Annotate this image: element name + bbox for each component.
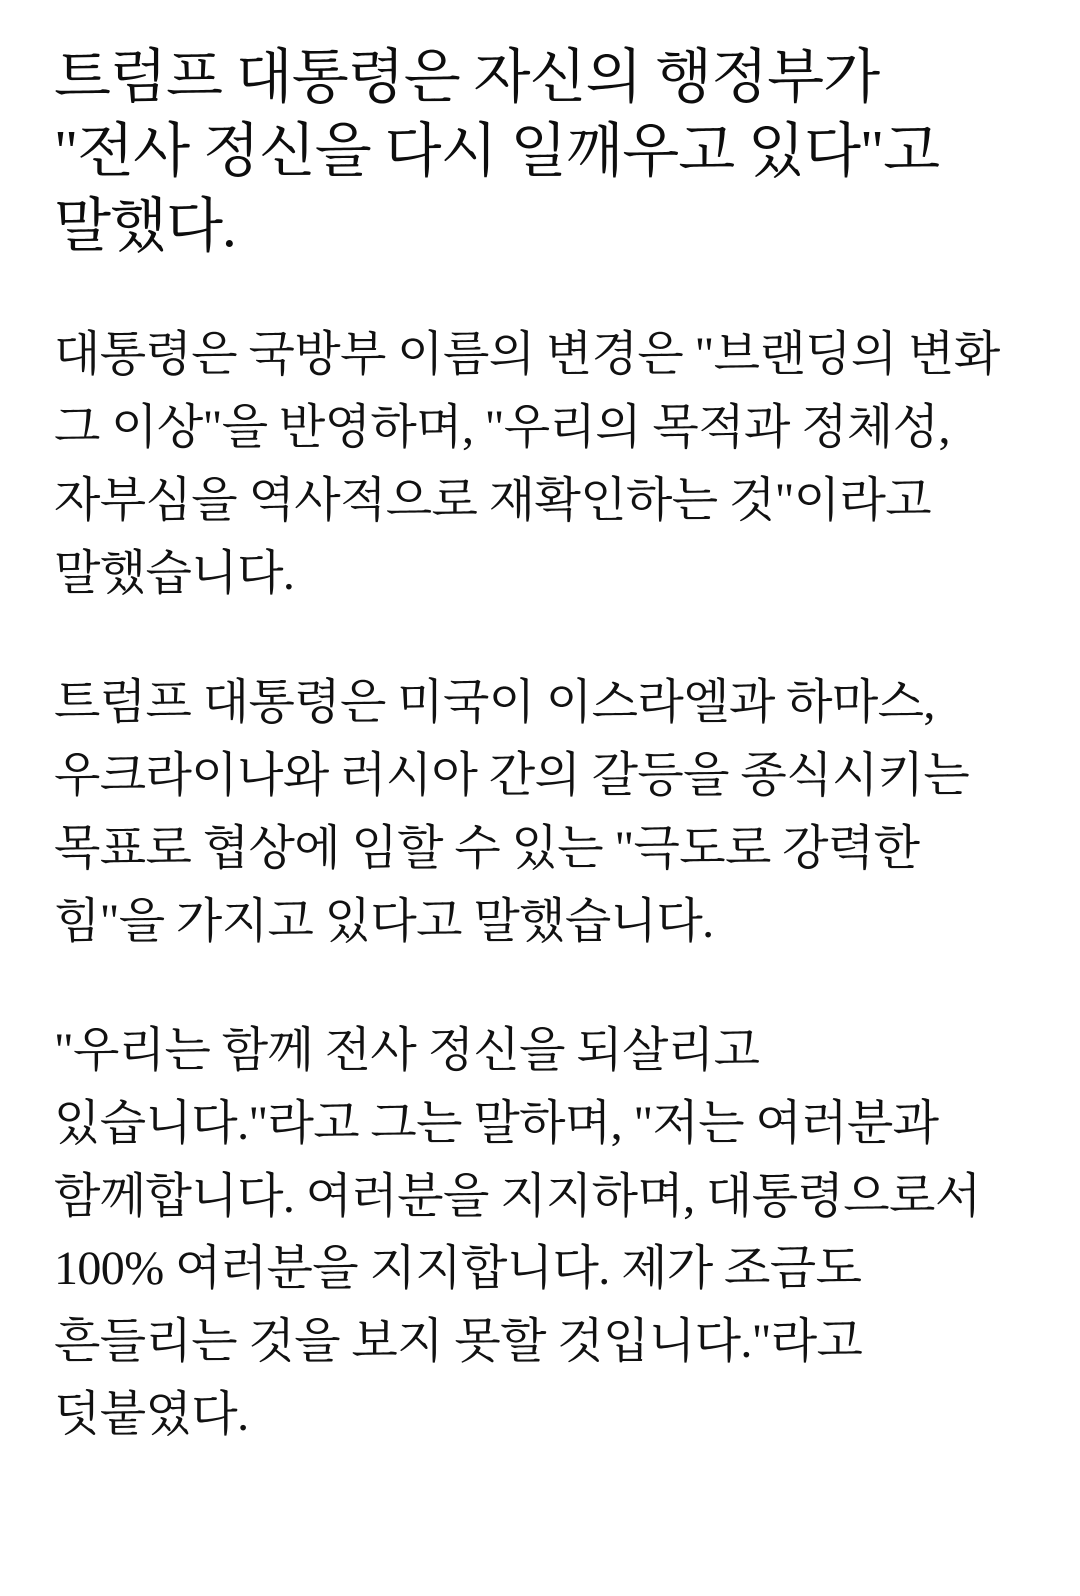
article-paragraph: 트럼프 대통령은 미국이 이스라엘과 하마스, 우크라이나와 러시아 간의 갈등을 종식시키는 목표로 협상에 임할 수 있는 "극도로 강력한 힘"을 가지고 있다고 말했습니다. [54, 675, 970, 948]
page-title: 트럼프 대통령은 자신의 행정부가 "전사 정신을 다시 일깨우고 있다"고 말했다. [54, 44, 940, 259]
article-paragraph: "우리는 함께 전사 정신을 되살리고 있습니다."라고 그는 말하며, "저는 여러분과 함께합니다. 여러분을 지지하며, 대통령으로서 100% 여러분을 지지합니다. 제가 조금도 흔들리는 것을 보지 못할 것입니다."라고 덧붙였다. [54, 1023, 981, 1442]
article-paragraph: 대통령은 국방부 이름의 변경은 "브랜딩의 변화 그 이상"을 반영하며, "우리의 목적과 정체성, 자부심을 역사적으로 재확인하는 것"이라고 말했습니다. [54, 327, 1000, 600]
